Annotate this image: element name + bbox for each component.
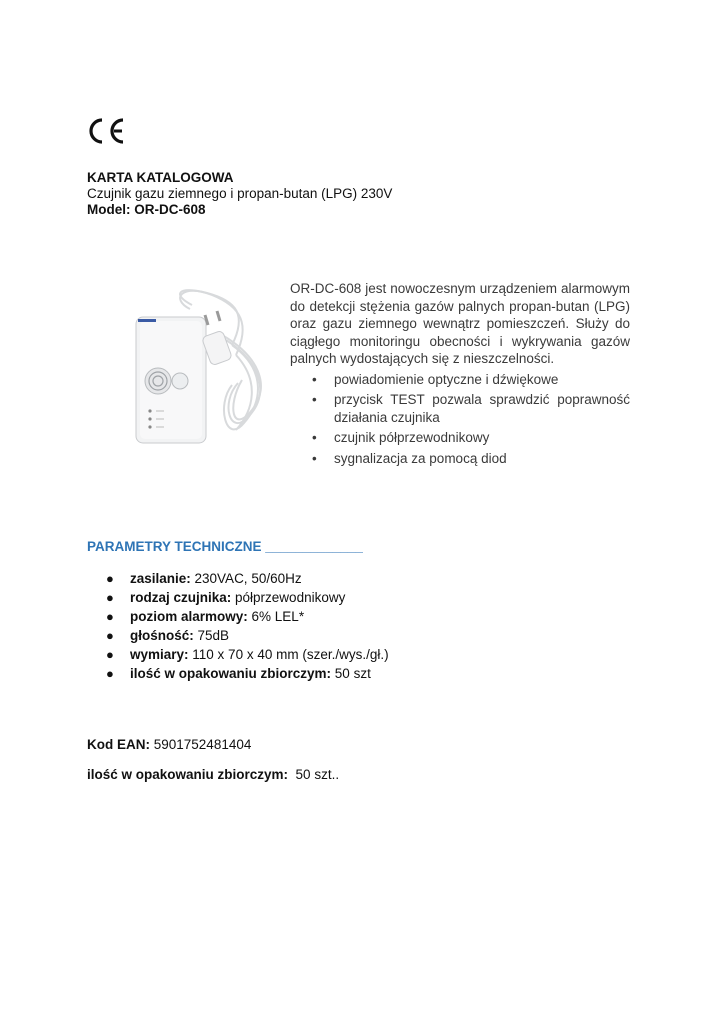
package-value: 50 szt..	[288, 767, 340, 782]
bullet-icon: ●	[106, 666, 114, 681]
param-value: 6% LEL*	[247, 609, 305, 624]
param-label: zasilanie:	[130, 571, 191, 586]
ean-label: Kod EAN:	[87, 737, 150, 752]
list-item	[87, 607, 389, 626]
list-item	[87, 569, 389, 588]
param-label: rodzaj czujnika:	[130, 590, 232, 605]
product-description	[290, 280, 630, 470]
bullet-icon: •	[312, 450, 317, 466]
list-item: • powiadomienie optyczne i dźwiękowe	[312, 371, 559, 387]
bullet-icon: ●	[106, 628, 114, 643]
bullet-icon: ●	[106, 590, 114, 605]
parameter-list	[87, 569, 389, 683]
bullet-icon: ●	[106, 647, 114, 662]
param-value: 50 szt	[331, 666, 371, 681]
param-label: wymiary:	[130, 647, 189, 662]
param-label: poziom alarmowy:	[130, 609, 248, 624]
bullet-icon: ●	[106, 571, 114, 586]
document-title: KARTA KATALOGOWA	[87, 170, 234, 185]
bullet-icon: •	[312, 430, 317, 445]
param-label: głośność:	[130, 628, 194, 643]
bullet-icon: •	[312, 371, 317, 387]
document-header	[87, 170, 392, 218]
list-item: • przycisk TEST pozwala sprawdzić poprawność działania czujnika	[312, 392, 630, 425]
param-value: 230VAC, 50/60Hz	[190, 571, 302, 586]
param-label: ilość w opakowaniu zbiorczym:	[130, 666, 332, 681]
product-image	[132, 285, 274, 447]
ce-mark-icon	[86, 116, 126, 146]
list-item	[87, 645, 389, 664]
param-value: 75dB	[193, 628, 230, 643]
section-title-parameters: PARAMETRY TECHNICZNE _____________	[87, 539, 363, 554]
ean-value: 5901752481404	[150, 737, 252, 752]
list-item	[87, 664, 389, 683]
document-subtitle: Czujnik gazu ziemnego i propan-butan (LPG) 230V	[87, 186, 393, 201]
bullet-icon: •	[312, 392, 317, 407]
model-number: Model: OR-DC-608	[87, 202, 206, 217]
param-value: 110 x 70 x 40 mm (szer./wys./gł.)	[188, 647, 389, 662]
description-paragraph: OR-DC-608 jest nowoczesnym urządzeniem alarmowym do detekcji stężenia gazów palnych propan-butan (LPG) oraz gazu ziemnego wewnątrz pomieszczeń. Służy do ciągłego monitoringu obecności i wykrywania gazów palnych wydostających się z nieszczelności.	[290, 281, 630, 366]
feature-list	[290, 371, 630, 468]
list-item: • sygnalizacja za pomocą diod	[312, 450, 507, 466]
list-item	[87, 588, 389, 607]
list-item: • czujnik półprzewodnikowy	[312, 430, 490, 445]
package-quantity	[87, 767, 339, 782]
bullet-icon: ●	[106, 609, 114, 624]
param-value: półprzewodnikowy	[231, 590, 346, 605]
package-label: ilość w opakowaniu zbiorczym:	[87, 767, 289, 782]
list-item	[87, 626, 389, 645]
ean-code	[87, 737, 251, 752]
